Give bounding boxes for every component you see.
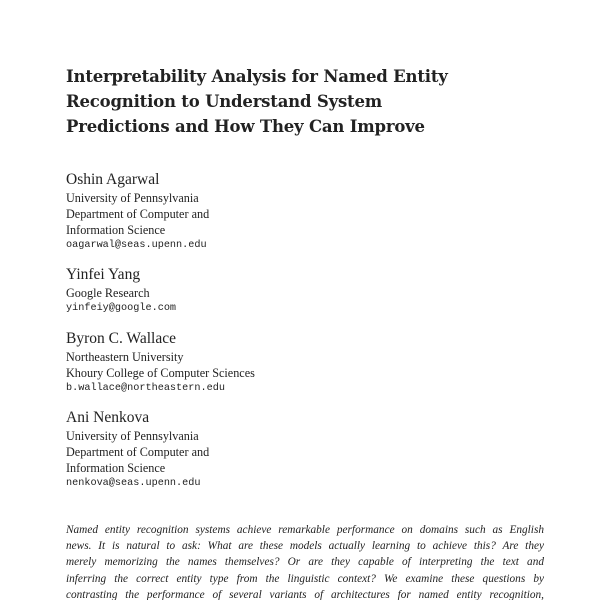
- author-affiliation: University of Pennsylvania: [66, 191, 199, 205]
- author-email: yinfeiy@google.com: [66, 303, 177, 314]
- author-email: oagarwal@seas.upenn.edu: [66, 240, 207, 251]
- author-affiliation: University of Pennsylvania: [66, 429, 199, 443]
- abstract-line: contrasting the performance of several variants of architectures for named entity recognition,: [66, 588, 544, 600]
- title-line: Interpretability Analysis for Named Entity: [66, 67, 448, 86]
- author-name: Ani Nenkova: [66, 409, 150, 426]
- abstract-line: Named entity recognition systems achieve remarkable performance on domains such as English: [66, 524, 544, 536]
- abstract-line: merely memorizing the names themselves? Or are they capable of interpreting the text and: [66, 556, 544, 569]
- author-email: b.wallace@northeastern.edu: [66, 383, 225, 394]
- author-name: Byron C. Wallace: [66, 330, 176, 347]
- author-affiliation: Google Research: [66, 286, 150, 300]
- author-block: [66, 408, 466, 492]
- author-affiliation: Khoury College of Computer Sciences: [66, 366, 255, 380]
- paper-title: [66, 64, 536, 139]
- author-email: nenkova@seas.upenn.edu: [66, 478, 201, 489]
- author-affiliation: Information Science: [66, 223, 166, 237]
- author-name: Yinfei Yang: [66, 266, 141, 283]
- author-affiliation: Department of Computer and: [66, 445, 210, 459]
- author-affiliation: Department of Computer and: [66, 207, 210, 221]
- abstract: [66, 522, 544, 600]
- title-line: Recognition to Understand System: [66, 92, 383, 111]
- abstract-line: inferring the correct entity type from the linguistic context? We examine these questions by: [66, 572, 544, 585]
- title-line: Predictions and How They Can Improve: [66, 117, 425, 136]
- author-name: Oshin Agarwal: [66, 171, 160, 188]
- author-affiliation: Information Science: [66, 461, 166, 475]
- author-block: [66, 329, 466, 397]
- author-block: [66, 265, 466, 317]
- abstract-line: news. It is natural to ask: What are these models actually learning to achieve this? Are they: [66, 540, 544, 553]
- author-affiliation: Northeastern University: [66, 350, 184, 364]
- author-block: [66, 170, 466, 254]
